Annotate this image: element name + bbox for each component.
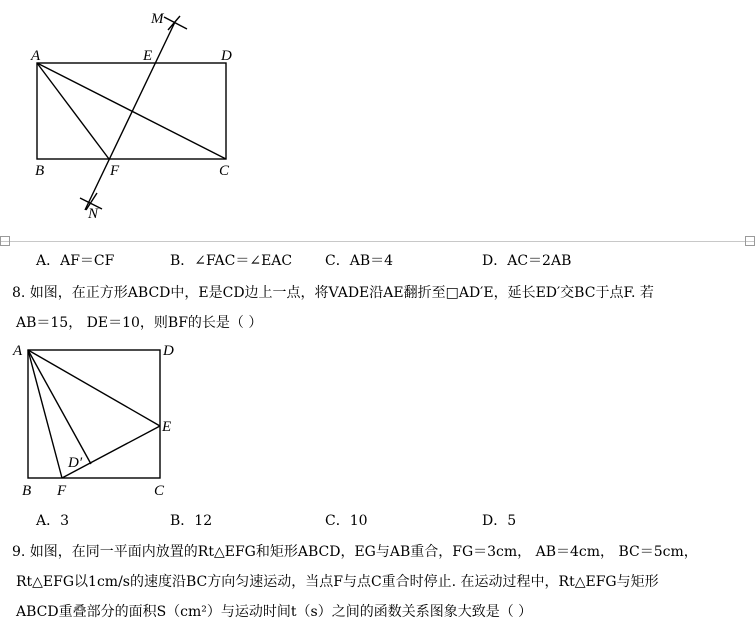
q7-option-a[interactable]: A．AF＝CF [36,253,115,269]
label-m: M [151,11,164,27]
segment-ae [28,350,160,426]
bisector-mn [85,22,175,210]
label-b: B [22,483,32,499]
q8-option-a[interactable]: A．3 [36,513,70,529]
label-a: A [13,343,23,359]
q8-option-d[interactable]: D．5 [482,513,517,529]
label-d-prime: D′ [68,455,83,471]
q9-text-line2: Rt△EFG以1cm/s的速度沿BC方向匀速运动，当点F与点C重合时停止. 在运动过程中，Rt△EFG与矩形 [16,574,659,590]
label-c: C [154,483,165,499]
label-e: E [162,419,172,435]
label-n: N [88,206,99,222]
segment-af [37,63,109,159]
label-e: E [143,48,153,64]
q7-option-b[interactable]: B．∠FAC＝∠EAC [170,253,293,269]
figure-rectangle-construction [0,0,300,235]
label-f: F [57,483,67,499]
q7-option-d[interactable]: D．AC＝2AB [482,253,572,269]
q8-text-line1: 8. 如图，在正方形ABCD中，E是CD边上一点，将VADE沿AE翻折至□AD′E，延长ED′交BC于点F. 若 [12,285,654,301]
label-f: F [110,163,120,179]
label-c: C [219,163,230,179]
segment-ad-prime [28,350,91,464]
q8-text-line2: AB＝15， DE＝10，则BF的长是（ ） [16,315,263,331]
q9-text-line3: ABCD重叠部分的面积S（cm²）与运动时间t（s）之间的函数关系图象大致是（ ） [16,604,533,620]
page-edge-mark-left [0,236,10,246]
figure-square-fold [0,335,200,505]
label-d: D [163,343,174,359]
label-d: D [221,48,232,64]
q7-option-c[interactable]: C．AB＝4 [325,253,394,269]
label-b: B [35,163,45,179]
label-a: A [31,48,41,64]
arc-mark-m [164,16,187,30]
q9-text-line1: 9. 如图，在同一平面内放置的Rt△EFG和矩形ABCD，EG与AB重合，FG＝3cm， AB＝4cm， BC＝5cm， [12,544,698,560]
page-divider [0,241,755,242]
segment-af [28,350,62,478]
diagonal-ac [37,63,226,159]
q8-option-c[interactable]: C．10 [325,513,368,529]
q8-option-b[interactable]: B．12 [170,513,213,529]
page-edge-mark-right [745,236,755,246]
